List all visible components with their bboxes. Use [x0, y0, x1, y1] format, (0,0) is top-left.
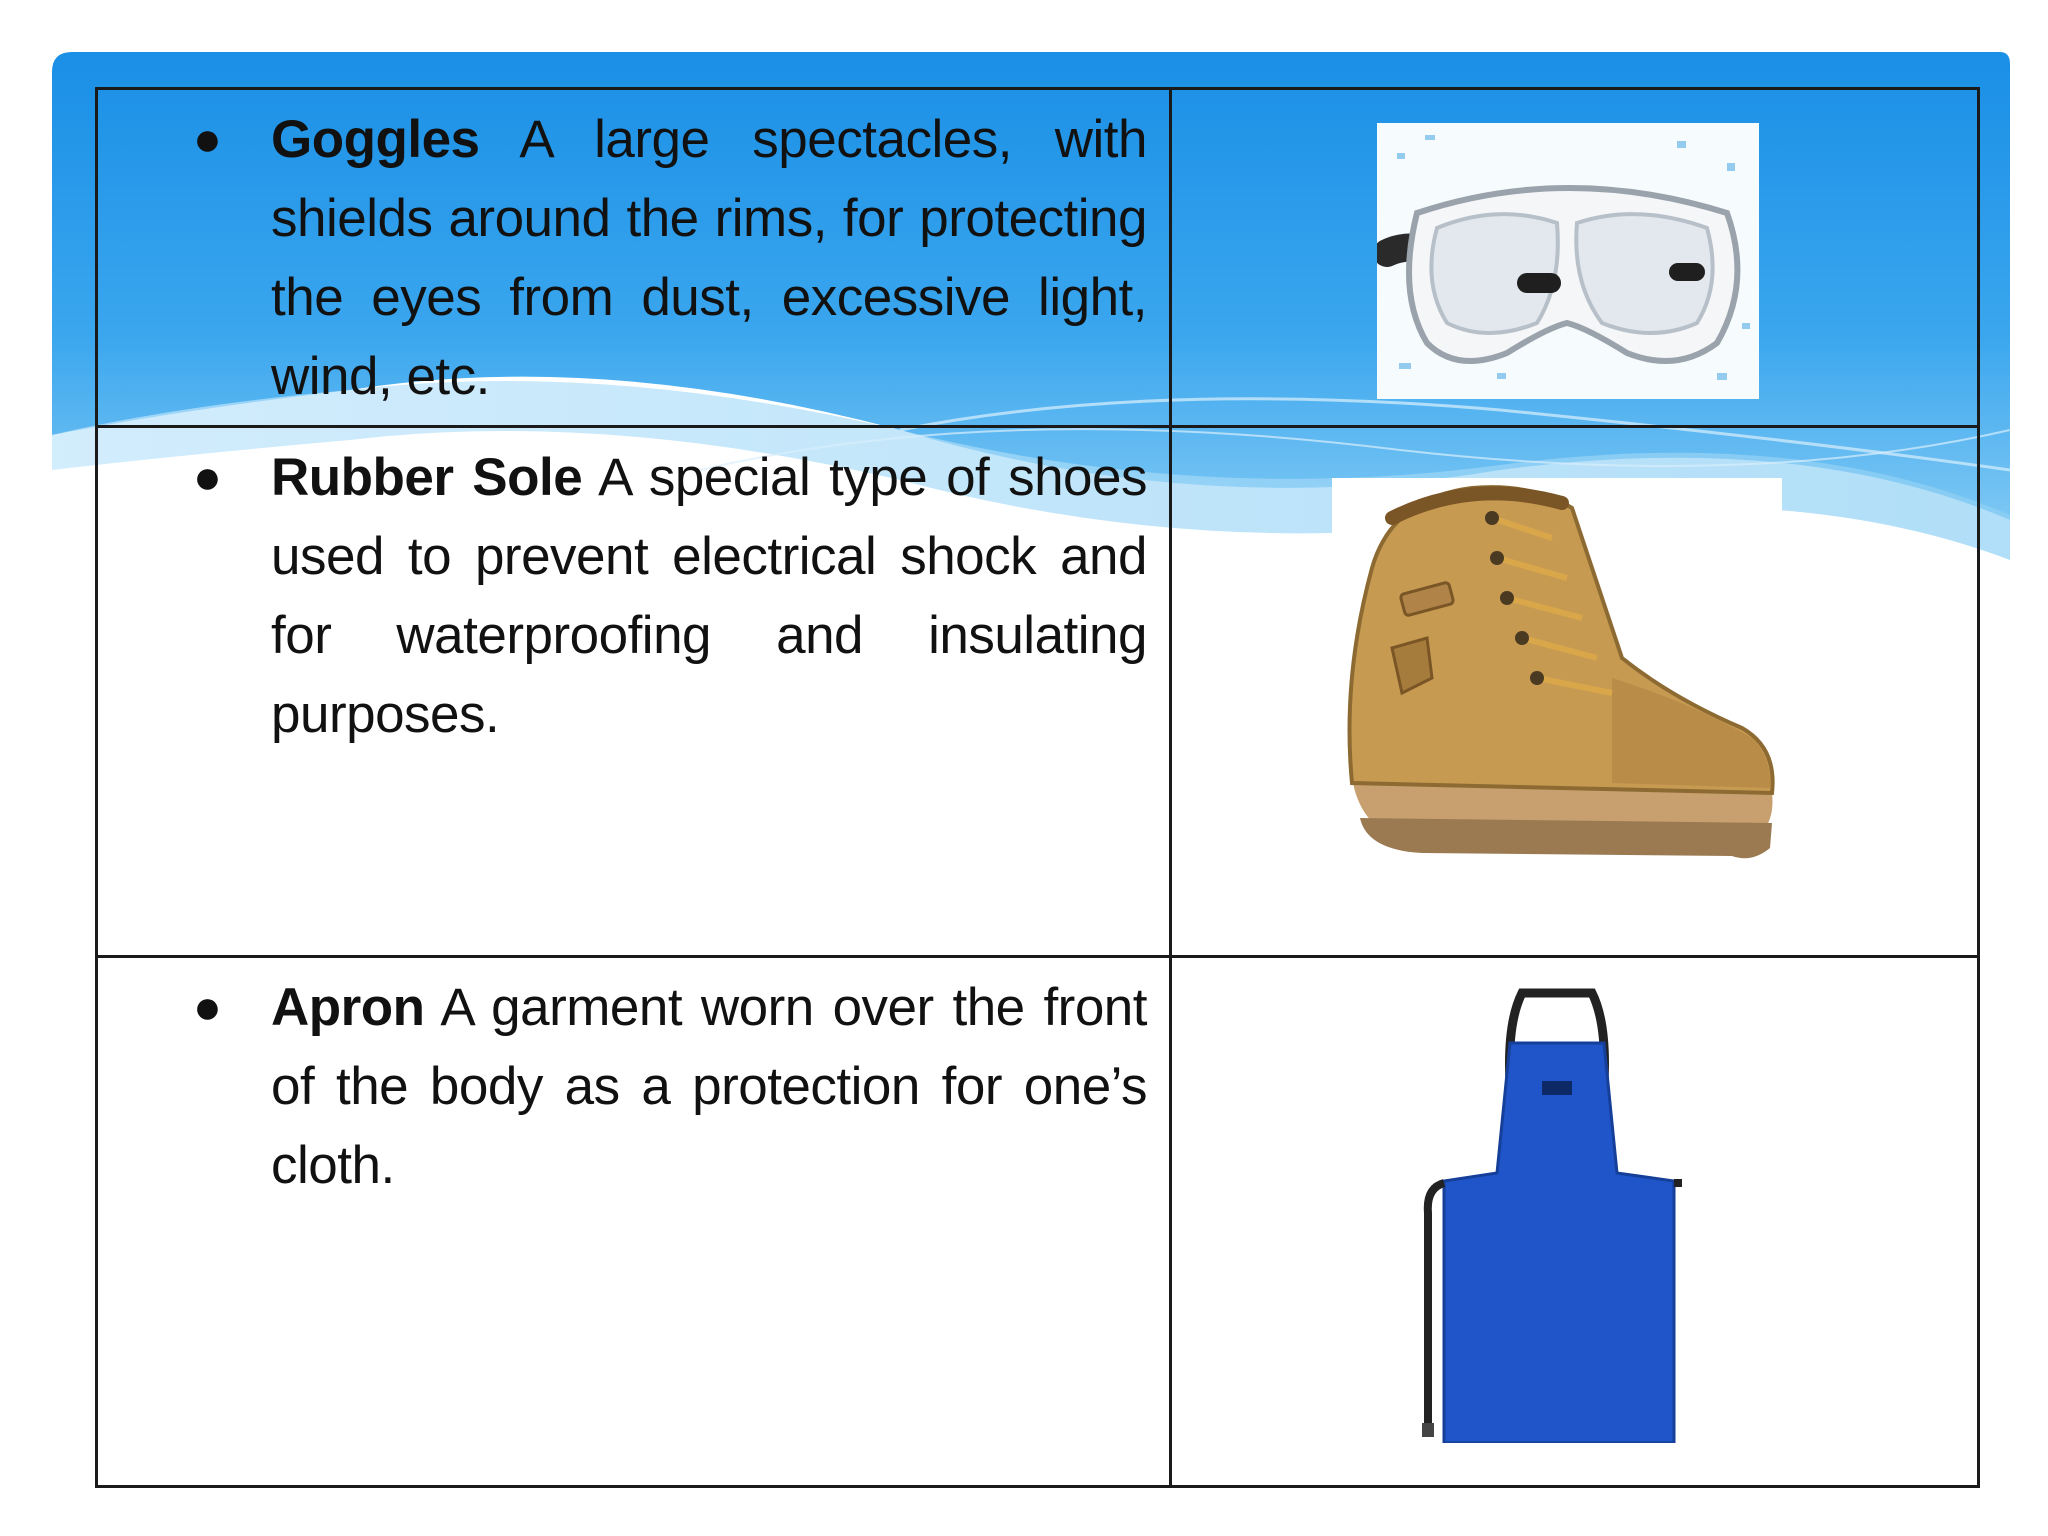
list-item	[98, 90, 1169, 416]
item-term: Rubber Sole	[271, 448, 583, 507]
goggles-image	[1377, 123, 1759, 399]
description-cell	[97, 427, 1171, 957]
image-cell	[1171, 427, 1979, 957]
table-row	[97, 89, 1979, 427]
boot-image	[1332, 478, 1782, 878]
item-term: Goggles	[271, 110, 480, 169]
table-row	[97, 427, 1979, 957]
item-term: Apron	[271, 978, 425, 1037]
image-cell	[1171, 89, 1979, 427]
item-description: A special type of shoes used to prevent electrical shock and for waterproofing and insulating purposes.	[271, 448, 1147, 744]
image-cell	[1171, 957, 1979, 1487]
item-description: A garment worn over the front of the body as a protection for one’s cloth.	[271, 978, 1147, 1195]
list-item	[98, 958, 1169, 1205]
bullet-icon: ●	[193, 451, 222, 504]
description-cell	[97, 957, 1171, 1487]
table-row	[97, 957, 1979, 1487]
apron-image	[1412, 983, 1682, 1443]
bullet-icon: ●	[193, 113, 222, 166]
bullet-icon: ●	[193, 981, 222, 1034]
item-description: A large spectacles, with shields around the rims, for protecting the eyes from dust, excessive light, wind, etc.	[271, 110, 1147, 406]
description-cell	[97, 89, 1171, 427]
ppe-table	[95, 87, 1980, 1488]
list-item	[98, 428, 1169, 754]
